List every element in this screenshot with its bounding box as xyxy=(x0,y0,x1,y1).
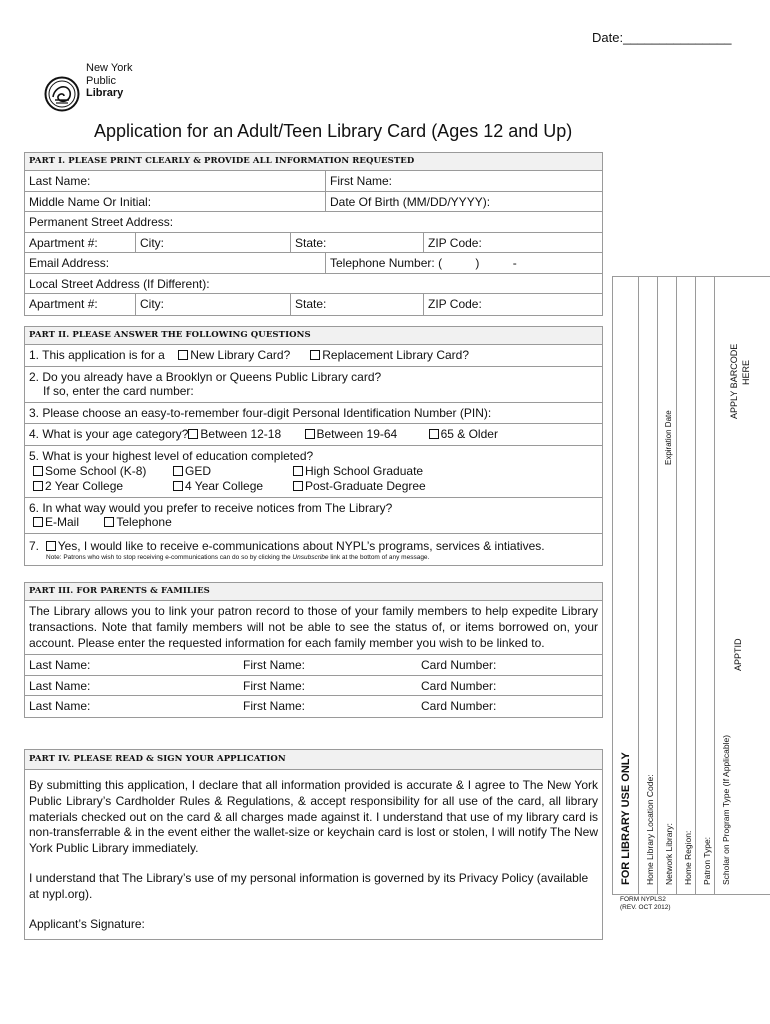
question-2 xyxy=(25,367,602,403)
four-year-college-label: 4 Year College xyxy=(185,478,264,493)
replacement-card-label: Replacement Library Card? xyxy=(322,348,470,362)
age-19-64-label: Between 19-64 xyxy=(316,427,398,441)
family-last-name-1[interactable]: Last Name: xyxy=(29,658,91,673)
apply-barcode-label: APPLY BARCODE xyxy=(729,343,739,419)
age-12-18-checkbox[interactable] xyxy=(188,429,198,439)
name-row xyxy=(25,171,602,192)
new-card-label: New Library Card? xyxy=(190,348,291,362)
permanent-address-field[interactable]: Permanent Street Address: xyxy=(29,215,174,229)
question-6-label: 6. In what way would you prefer to receive notices from The Library? xyxy=(29,500,393,515)
library-use-panel xyxy=(612,276,770,895)
family-first-name-3[interactable]: First Name: xyxy=(243,699,306,714)
logo-line-3: Library xyxy=(86,87,124,99)
post-graduate-checkbox[interactable] xyxy=(293,481,303,491)
scholar-program-field[interactable]: Scholar on Program Type (If Applicable) xyxy=(721,734,731,885)
question-5-label: 5. What is your highest level of education completed? xyxy=(29,448,314,463)
lion-icon xyxy=(44,76,80,112)
apartment-field-2[interactable]: Apartment #: xyxy=(29,297,98,311)
local-address-field[interactable]: Local Street Address (If Different): xyxy=(29,276,210,291)
page-title: Application for an Adult/Teen Library Card (Ages 12 and Up) xyxy=(94,121,573,141)
apartment-field[interactable]: Apartment #: xyxy=(29,235,98,250)
signature-field[interactable]: Applicant’s Signature: xyxy=(29,916,145,931)
middle-name-field[interactable]: Middle Name Or Initial: xyxy=(29,194,152,209)
e-communications-label: Yes, I would like to receive e-communications about NYPL’s programs, services & intiatives. xyxy=(57,538,545,553)
local-address-row xyxy=(25,274,602,295)
address-detail-row xyxy=(25,233,602,254)
zip-field[interactable]: ZIP Code: xyxy=(423,233,604,253)
form-number: FORM NYPLS2 xyxy=(620,896,666,903)
last-name-field[interactable]: Last Name: xyxy=(29,174,91,188)
city-field-2[interactable]: City: xyxy=(135,294,290,315)
part-1-section xyxy=(24,152,603,316)
home-location-field[interactable]: Home Library Location Code: xyxy=(645,774,655,885)
question-3 xyxy=(25,403,602,425)
state-field-2[interactable]: State: xyxy=(290,294,423,315)
telephone-notice-checkbox[interactable] xyxy=(104,517,114,527)
some-school-label: Some School (K-8) xyxy=(45,463,147,478)
state-field[interactable]: State: xyxy=(290,233,423,253)
question-5 xyxy=(25,446,602,498)
question-7-number: 7. xyxy=(29,538,40,553)
network-library-field[interactable]: Network Library: xyxy=(664,823,674,885)
age-19-64-checkbox[interactable] xyxy=(305,429,315,439)
high-school-checkbox[interactable] xyxy=(293,466,303,476)
part-4-heading: PART IV. PLEASE READ & SIGN YOUR APPLICATION xyxy=(25,750,602,770)
nypl-logo xyxy=(44,62,154,117)
question-2-label: 2. Do you already have a Brooklyn or Queens Public Library card? xyxy=(29,369,382,384)
part-3-section xyxy=(24,582,603,718)
barcode-here-label: HERE xyxy=(741,359,751,385)
family-member-row-2 xyxy=(25,676,602,697)
telephone-field[interactable]: Telephone Number: ( ) - xyxy=(325,253,604,273)
form-revision: (REV. OCT 2012) xyxy=(620,904,671,911)
patron-type-field[interactable]: Patron Type: xyxy=(702,836,712,885)
first-name-field[interactable]: First Name: xyxy=(325,171,604,191)
email-notice-checkbox[interactable] xyxy=(33,517,43,527)
question-6 xyxy=(25,498,602,534)
agreement-paragraph: By submitting this application, I declare that all information provided is accurate & I agree to The New York Public Library’s Cardholder Rules & Regulations, & accept responsibility for all use of the card, all library materials checked out on the card & all charges made against it. I understand that use of my library card is non-transferrable & in the event either the wallet-size or keychain card is lost or stolen, I will notify The New York Public Library immediately. xyxy=(29,778,598,856)
part-1-heading: PART I. PLEASE PRINT CLEARLY & PROVIDE ALL INFORMATION REQUESTED xyxy=(25,153,602,171)
post-graduate-label: Post-Graduate Degree xyxy=(305,478,426,493)
family-last-name-2[interactable]: Last Name: xyxy=(29,678,91,693)
question-4-label: 4. What is your age category? xyxy=(29,427,189,441)
middle-dob-row xyxy=(25,192,602,213)
age-12-18-label: Between 12-18 xyxy=(200,427,282,441)
telephone-notice-label: Telephone xyxy=(116,515,172,529)
family-last-name-3[interactable]: Last Name: xyxy=(29,699,91,714)
form-id xyxy=(620,896,671,912)
age-65-checkbox[interactable] xyxy=(429,429,439,439)
some-school-checkbox[interactable] xyxy=(33,466,43,476)
question-1-label: 1. This application is for a xyxy=(29,348,165,362)
logo-line-1: New York xyxy=(86,62,133,74)
privacy-paragraph: I understand that The Library’s use of my personal information is governed by its Privacy Policy (available at nypl.org). xyxy=(29,870,589,901)
question-4 xyxy=(25,424,602,446)
family-card-number-1[interactable]: Card Number: xyxy=(421,658,497,673)
part-3-heading: PART III. FOR PARENTS & FAMILIES xyxy=(25,583,602,601)
four-year-college-checkbox[interactable] xyxy=(173,481,183,491)
part-3-paragraph: The Library allows you to link your patron record to those of your family members to help expedite Library transactions. Note that family members will not be able to see the status of, or items borrowed on, your account. Please enter the requested information for each family member you wish to be linked to. xyxy=(25,601,602,655)
e-communications-checkbox[interactable] xyxy=(46,541,56,551)
question-1 xyxy=(25,345,602,367)
family-card-number-3[interactable]: Card Number: xyxy=(421,699,497,714)
dob-field[interactable]: Date Of Birth (MM/DD/YYYY): xyxy=(325,192,604,212)
new-card-checkbox[interactable] xyxy=(178,350,188,360)
two-year-college-label: 2 Year College xyxy=(45,478,124,493)
family-member-row-1 xyxy=(25,655,602,676)
zip-field-2[interactable]: ZIP Code: xyxy=(423,294,604,315)
ged-label: GED xyxy=(185,463,212,478)
home-region-field[interactable]: Home Region: xyxy=(683,830,693,885)
email-field[interactable]: Email Address: xyxy=(29,256,110,270)
logo-line-2: Public xyxy=(86,74,116,87)
local-address-detail-row xyxy=(25,294,602,315)
question-7 xyxy=(25,534,602,566)
family-first-name-1[interactable]: First Name: xyxy=(243,658,306,673)
for-library-use-label: FOR LIBRARY USE ONLY xyxy=(620,752,632,885)
replacement-card-checkbox[interactable] xyxy=(310,350,320,360)
existing-card-number-field[interactable]: If so, enter the card number: xyxy=(43,384,194,398)
email-notice-label: E-Mail xyxy=(45,515,80,529)
date-label: Date:_______________ xyxy=(592,30,732,45)
part-2-section xyxy=(24,326,603,566)
apptid-label: APPTID xyxy=(733,638,743,671)
family-card-number-2[interactable]: Card Number: xyxy=(421,678,497,693)
part-4-section xyxy=(24,749,603,940)
pin-field[interactable]: 3. Please choose an easy-to-remember four-digit Personal Identification Number (PIN): xyxy=(29,405,492,420)
family-member-row-3 xyxy=(25,696,602,717)
part-2-heading: PART II. PLEASE ANSWER THE FOLLOWING QUESTIONS xyxy=(25,327,602,345)
permanent-address-row xyxy=(25,212,602,233)
high-school-label: High School Graduate xyxy=(305,463,424,478)
city-field[interactable]: City: xyxy=(135,233,290,253)
ged-checkbox[interactable] xyxy=(173,466,183,476)
unsubscribe-note: Note: Patrons who wish to stop receiving e-communications can do so by clicking the Unsubscribe link at the bottom of any message. xyxy=(46,554,430,561)
contact-row xyxy=(25,253,602,274)
family-first-name-2[interactable]: First Name: xyxy=(243,678,306,693)
two-year-college-checkbox[interactable] xyxy=(33,481,43,491)
age-65-label: 65 & Older xyxy=(440,427,498,441)
expiration-date-field[interactable]: Expiration Date xyxy=(664,410,673,465)
